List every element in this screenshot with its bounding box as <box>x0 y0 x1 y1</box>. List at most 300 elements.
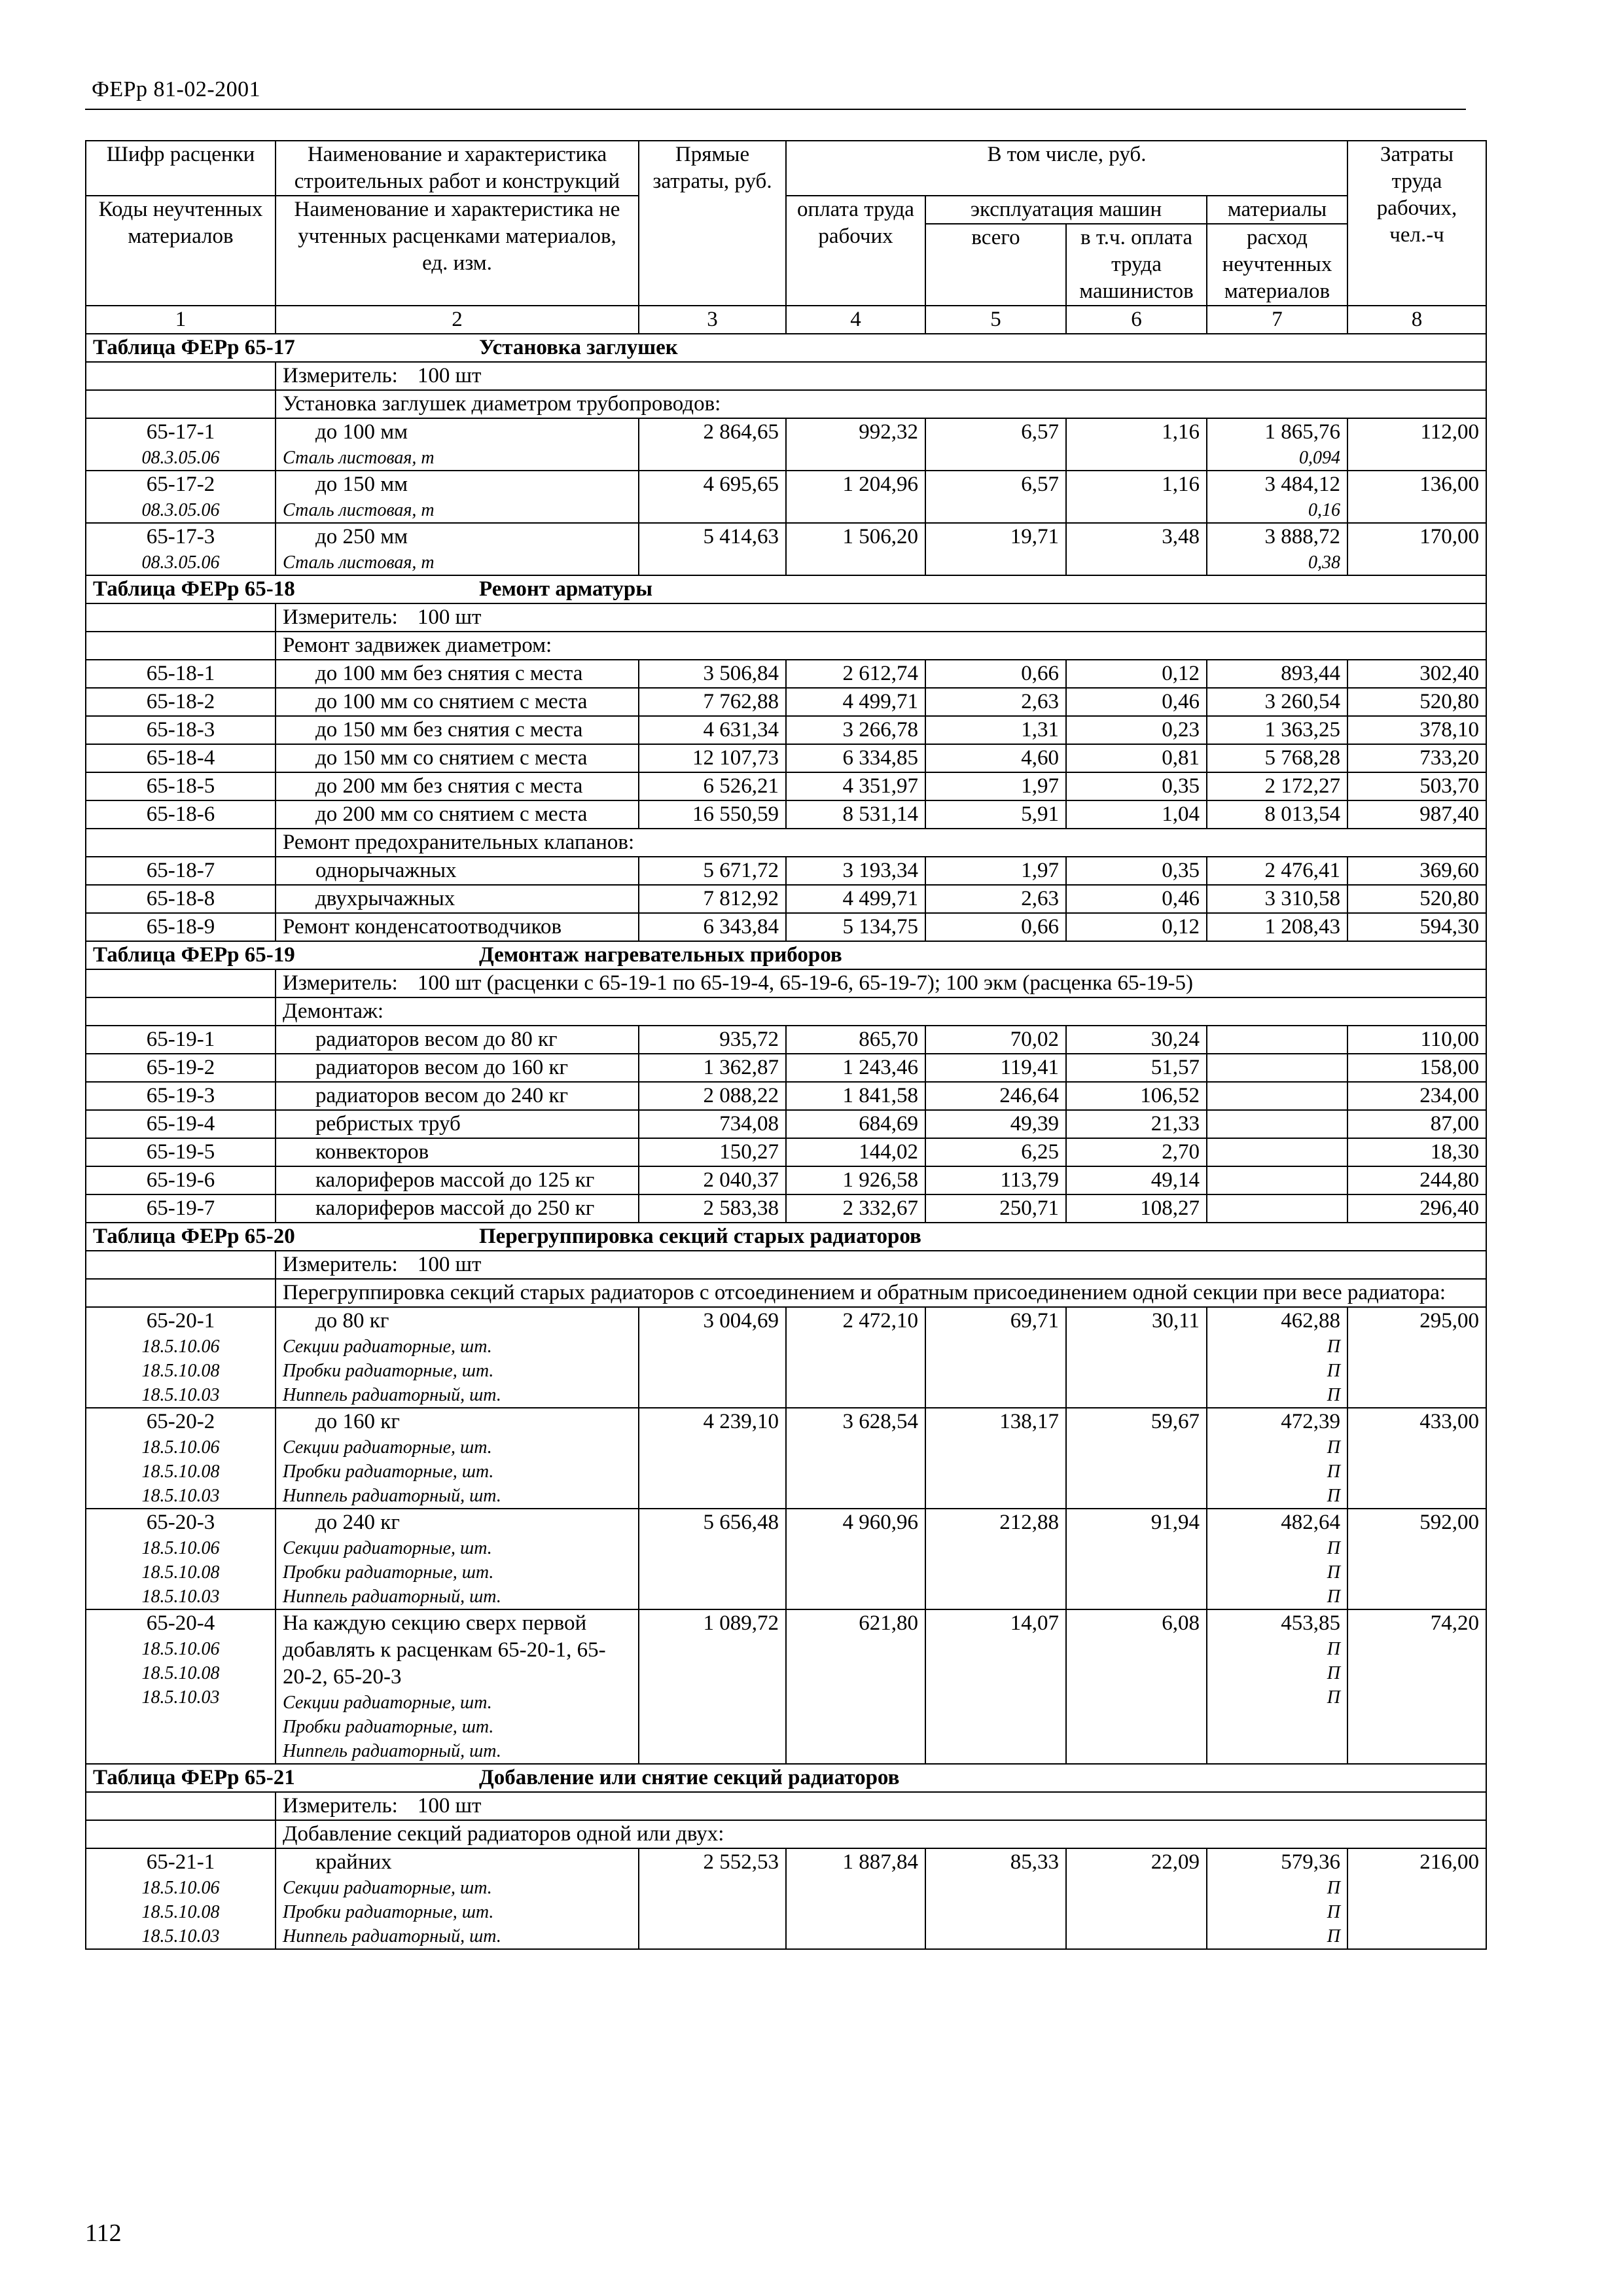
group-row <box>86 997 1486 1026</box>
rate-name-cell <box>276 744 639 772</box>
rate-name: ребристых труб <box>315 1112 461 1136</box>
materials-cell <box>1207 471 1347 523</box>
group-row <box>86 390 1486 418</box>
rate-name: калориферов массой до 250 кг <box>315 1196 595 1220</box>
column-index: 7 <box>1207 306 1347 334</box>
direct-cost: 12 107,73 <box>639 744 786 772</box>
materials-cost: 2 172,27 <box>1264 774 1341 798</box>
material-code: 18.5.10.06 <box>141 1878 220 1898</box>
materials-cell <box>1207 660 1347 688</box>
rate-code-cell <box>86 744 276 772</box>
direct-cost: 935,72 <box>639 1026 786 1054</box>
machines-total: 0,66 <box>925 913 1066 941</box>
labor-hours: 136,00 <box>1347 471 1486 523</box>
labor-hours: 987,40 <box>1347 800 1486 829</box>
measure-label: Измеритель: <box>283 1794 398 1818</box>
section-title-cell <box>86 1223 1486 1251</box>
direct-cost: 4 695,65 <box>639 471 786 523</box>
rate-code: 65-20-1 <box>146 1309 215 1333</box>
group-row <box>86 1820 1486 1848</box>
header-machines-total: всего <box>925 224 1066 306</box>
machinists-pay: 0,35 <box>1066 857 1207 885</box>
column-index: 3 <box>639 306 786 334</box>
group-row <box>86 632 1486 660</box>
measure-blank <box>86 1792 276 1820</box>
machinists-pay: 0,35 <box>1066 772 1207 800</box>
direct-cost: 1 362,87 <box>639 1054 786 1082</box>
group-label: Ремонт задвижек диаметром: <box>276 632 1486 660</box>
measure-blank <box>86 603 276 632</box>
machines-total: 113,79 <box>925 1166 1066 1194</box>
labor-pay: 684,69 <box>786 1110 925 1138</box>
material-name: Пробки радиаторные, шт. <box>283 1562 494 1583</box>
material-name: Ниппель радиаторный, шт. <box>283 1486 501 1506</box>
material-code: 18.5.10.06 <box>141 1639 220 1659</box>
labor-pay: 3 628,54 <box>786 1408 925 1509</box>
labor-pay: 2 612,74 <box>786 660 925 688</box>
group-label: Демонтаж: <box>276 997 1486 1026</box>
labor-hours: 378,10 <box>1347 716 1486 744</box>
material-name: Ниппель радиаторный, шт. <box>283 1926 501 1946</box>
materials-cell <box>1207 1509 1347 1609</box>
materials-cell <box>1207 1609 1347 1764</box>
column-index-row <box>86 306 1486 334</box>
machinists-pay: 0,12 <box>1066 913 1207 941</box>
rate-name-cell <box>276 523 639 575</box>
material-qty: П <box>1327 1385 1341 1405</box>
rate-name-cell <box>276 418 639 471</box>
rate-name: до 160 кг <box>315 1410 400 1433</box>
labor-hours: 594,30 <box>1347 913 1486 941</box>
labor-pay: 4 499,71 <box>786 885 925 913</box>
section-title-cell <box>86 575 1486 603</box>
material-name: Секции радиаторные, шт. <box>283 1336 492 1357</box>
material-code: 18.5.10.08 <box>141 1361 220 1381</box>
materials-cell <box>1207 688 1347 716</box>
labor-hours: 733,20 <box>1347 744 1486 772</box>
materials-cell <box>1207 1166 1347 1194</box>
measure-blank <box>86 969 276 997</box>
machines-total: 0,66 <box>925 660 1066 688</box>
header-code-bottom: Коды неучтенных материалов <box>86 196 276 306</box>
machinists-pay: 91,94 <box>1066 1509 1207 1609</box>
rate-name: до 240 кг <box>315 1511 400 1534</box>
labor-pay: 1 841,58 <box>786 1082 925 1110</box>
labor-pay: 3 266,78 <box>786 716 925 744</box>
header-materials: материалы <box>1207 196 1347 224</box>
rate-name-cell <box>276 885 639 913</box>
table-row <box>86 688 1486 716</box>
measure-label: Измеритель: <box>283 364 398 387</box>
section-title-cell <box>86 334 1486 362</box>
material-code: 18.5.10.08 <box>141 1902 220 1922</box>
labor-pay: 1 926,58 <box>786 1166 925 1194</box>
machines-total: 19,71 <box>925 523 1066 575</box>
labor-pay: 8 531,14 <box>786 800 925 829</box>
measure-row <box>86 1792 1486 1820</box>
machinists-pay: 1,04 <box>1066 800 1207 829</box>
table-row <box>86 772 1486 800</box>
machinists-pay: 1,16 <box>1066 418 1207 471</box>
table-row <box>86 1307 1486 1408</box>
material-qty: П <box>1327 1926 1341 1946</box>
material-name: Ниппель радиаторный, шт. <box>283 1587 501 1607</box>
rate-code: 65-19-2 <box>146 1056 215 1079</box>
measure-cell <box>276 1792 1486 1820</box>
header-including: В том числе, руб. <box>786 141 1347 196</box>
material-code: 18.5.10.06 <box>141 1538 220 1558</box>
rate-name-cell <box>276 1026 639 1054</box>
title-rule <box>85 109 1466 110</box>
material-name: Сталь листовая, т <box>283 448 435 468</box>
table-row <box>86 716 1486 744</box>
group-blank <box>86 390 276 418</box>
labor-pay: 1 887,84 <box>786 1848 925 1949</box>
rate-name-cell <box>276 1054 639 1082</box>
direct-cost: 3 506,84 <box>639 660 786 688</box>
rate-code: 65-18-3 <box>146 718 215 742</box>
material-qty: П <box>1327 1462 1341 1482</box>
rate-name: до 200 мм со снятием с места <box>315 802 588 826</box>
rate-code: 65-19-1 <box>146 1028 215 1051</box>
rate-code-cell <box>86 1110 276 1138</box>
material-qty: П <box>1327 1361 1341 1381</box>
direct-cost: 7 812,92 <box>639 885 786 913</box>
labor-pay: 4 960,96 <box>786 1509 925 1609</box>
material-qty: П <box>1327 1639 1341 1659</box>
section-number: Таблица ФЕРр 65-19 <box>93 943 295 967</box>
rate-code: 65-19-4 <box>146 1112 215 1136</box>
measure-blank <box>86 362 276 390</box>
rate-name: радиаторов весом до 80 кг <box>315 1028 558 1051</box>
labor-pay: 3 193,34 <box>786 857 925 885</box>
rate-name: калориферов массой до 125 кг <box>315 1168 595 1192</box>
material-code: 18.5.10.03 <box>141 1486 220 1506</box>
rate-code: 65-17-2 <box>146 473 215 496</box>
materials-cell <box>1207 1054 1347 1082</box>
direct-cost: 5 671,72 <box>639 857 786 885</box>
measure-row <box>86 362 1486 390</box>
material-qty: П <box>1327 1663 1341 1683</box>
labor-pay: 992,32 <box>786 418 925 471</box>
rate-code: 65-18-5 <box>146 774 215 798</box>
material-name: Ниппель радиаторный, шт. <box>283 1385 501 1405</box>
rate-name-cell <box>276 1110 639 1138</box>
labor-pay: 621,80 <box>786 1609 925 1764</box>
rate-code-cell <box>86 1408 276 1509</box>
rate-code: 65-18-6 <box>146 802 215 826</box>
rate-code: 65-21-1 <box>146 1850 215 1874</box>
rate-code-cell <box>86 857 276 885</box>
machines-total: 69,71 <box>925 1307 1066 1408</box>
labor-hours: 295,00 <box>1347 1307 1486 1408</box>
rate-code: 65-18-4 <box>146 746 215 770</box>
machines-total: 5,91 <box>925 800 1066 829</box>
rate-name-cell <box>276 1194 639 1223</box>
material-name: Ниппель радиаторный, шт. <box>283 1741 501 1761</box>
table-row <box>86 1026 1486 1054</box>
rate-name-cell <box>276 800 639 829</box>
section-title-cell <box>86 1764 1486 1792</box>
rate-name-cell <box>276 1509 639 1609</box>
group-label: Добавление секций радиаторов одной или двух: <box>276 1820 1486 1848</box>
rate-name-cell <box>276 1082 639 1110</box>
material-code: 18.5.10.08 <box>141 1562 220 1583</box>
labor-pay: 1 204,96 <box>786 471 925 523</box>
direct-cost: 4 631,34 <box>639 716 786 744</box>
labor-pay: 6 334,85 <box>786 744 925 772</box>
materials-cost: 3 888,72 <box>1264 525 1341 548</box>
direct-cost: 16 550,59 <box>639 800 786 829</box>
section-number: Таблица ФЕРр 65-18 <box>93 577 295 601</box>
header-machines: эксплуатация машин <box>925 196 1207 224</box>
rate-code-cell <box>86 471 276 523</box>
rate-name: до 200 мм без снятия с места <box>315 774 583 798</box>
material-code: 08.3.05.06 <box>141 448 220 468</box>
section-title-cell <box>86 941 1486 969</box>
machinists-pay: 0,46 <box>1066 688 1207 716</box>
rate-code: 65-19-7 <box>146 1196 215 1220</box>
rate-name-cell <box>276 913 639 941</box>
page-number: 112 <box>85 2219 122 2247</box>
measure-blank <box>86 1251 276 1279</box>
rate-code: 65-19-6 <box>146 1168 215 1192</box>
rate-code: 65-18-1 <box>146 662 215 685</box>
column-index: 2 <box>276 306 639 334</box>
header-labor-pay: оплата труда рабочих <box>786 196 925 306</box>
machines-total: 85,33 <box>925 1848 1066 1949</box>
rate-code: 65-19-5 <box>146 1140 215 1164</box>
materials-cost: 579,36 <box>1281 1850 1341 1874</box>
rate-code-cell <box>86 660 276 688</box>
direct-cost: 6 343,84 <box>639 913 786 941</box>
materials-cost: 3 260,54 <box>1264 690 1341 713</box>
rate-name-cell <box>276 857 639 885</box>
section-title: Демонтаж нагревательных приборов <box>479 943 842 967</box>
machinists-pay: 106,52 <box>1066 1082 1207 1110</box>
labor-pay: 144,02 <box>786 1138 925 1166</box>
rate-code-cell <box>86 800 276 829</box>
rate-name: На каждую секцию сверх первой добавлять к расценкам 65-20-1, 65-20-2, 65-20-3 <box>283 1611 606 1689</box>
rate-name: радиаторов весом до 160 кг <box>315 1056 569 1079</box>
labor-hours: 369,60 <box>1347 857 1486 885</box>
materials-cost: 482,64 <box>1281 1511 1341 1534</box>
material-code: 08.3.05.06 <box>141 552 220 573</box>
rate-name: до 150 мм <box>315 473 408 496</box>
column-index: 6 <box>1066 306 1207 334</box>
machines-total: 1,97 <box>925 772 1066 800</box>
labor-pay: 4 499,71 <box>786 688 925 716</box>
table-section-header <box>86 941 1486 969</box>
rate-name-cell <box>276 1166 639 1194</box>
rate-name: до 150 мм со снятием с места <box>315 746 588 770</box>
direct-cost: 150,27 <box>639 1138 786 1166</box>
labor-hours: 74,20 <box>1347 1609 1486 1764</box>
materials-cell <box>1207 418 1347 471</box>
section-title: Добавление или снятие секций радиаторов <box>479 1766 900 1789</box>
machinists-pay: 59,67 <box>1066 1408 1207 1509</box>
rate-code: 65-17-3 <box>146 525 215 548</box>
machinists-pay: 21,33 <box>1066 1110 1207 1138</box>
table-section-header <box>86 334 1486 362</box>
rate-code-cell <box>86 418 276 471</box>
materials-cost: 1 865,76 <box>1264 420 1341 444</box>
material-qty: П <box>1327 1878 1341 1898</box>
material-code: 18.5.10.08 <box>141 1663 220 1683</box>
machinists-pay: 3,48 <box>1066 523 1207 575</box>
rate-name-cell <box>276 772 639 800</box>
material-code: 18.5.10.06 <box>141 1336 220 1357</box>
material-name: Секции радиаторные, шт. <box>283 1693 492 1713</box>
rate-name: до 100 мм без снятия с места <box>315 662 583 685</box>
direct-cost: 4 239,10 <box>639 1408 786 1509</box>
measure-row <box>86 969 1486 997</box>
machinists-pay: 0,23 <box>1066 716 1207 744</box>
machinists-pay: 0,46 <box>1066 885 1207 913</box>
group-blank <box>86 829 276 857</box>
direct-cost: 2 864,65 <box>639 418 786 471</box>
measure-value: 100 шт <box>417 1794 482 1818</box>
section-number: Таблица ФЕРр 65-21 <box>93 1766 295 1789</box>
materials-cell <box>1207 1194 1347 1223</box>
machinists-pay: 6,08 <box>1066 1609 1207 1764</box>
machines-total: 119,41 <box>925 1054 1066 1082</box>
measure-value: 100 шт (расценки с 65-19-1 по 65-19-4, 65-19-6, 65-19-7); 100 экм (расценка 65-19-5) <box>417 971 1193 995</box>
table-section-header <box>86 575 1486 603</box>
header-code-top: Шифр расценки <box>86 141 276 196</box>
rate-name-cell <box>276 1408 639 1509</box>
rate-code-cell <box>86 716 276 744</box>
rate-code: 65-17-1 <box>146 420 215 444</box>
rate-code-cell <box>86 885 276 913</box>
labor-hours: 112,00 <box>1347 418 1486 471</box>
measure-cell <box>276 362 1486 390</box>
header-material-usage: расход неучтенных материалов <box>1207 224 1347 306</box>
measure-cell <box>276 1251 1486 1279</box>
material-qty: П <box>1327 1437 1341 1458</box>
machines-total: 70,02 <box>925 1026 1066 1054</box>
rate-name-cell <box>276 1138 639 1166</box>
column-index: 5 <box>925 306 1066 334</box>
header-direct-cost: Прямые затраты, руб. <box>639 141 786 306</box>
rate-name-cell <box>276 660 639 688</box>
group-row <box>86 1279 1486 1307</box>
table-row <box>86 523 1486 575</box>
rate-name: до 150 мм без снятия с места <box>315 718 583 742</box>
material-qty: П <box>1327 1486 1341 1506</box>
materials-cost: 472,39 <box>1281 1410 1341 1433</box>
direct-cost: 2 040,37 <box>639 1166 786 1194</box>
group-label: Установка заглушек диаметром трубопроводов: <box>276 390 1486 418</box>
rate-name: двухрычажных <box>315 887 455 910</box>
materials-cell <box>1207 523 1347 575</box>
table-section-header <box>86 1223 1486 1251</box>
group-blank <box>86 1820 276 1848</box>
material-code: 18.5.10.03 <box>141 1926 220 1946</box>
materials-cost: 1 208,43 <box>1264 915 1341 939</box>
materials-cell <box>1207 1110 1347 1138</box>
materials-cell <box>1207 744 1347 772</box>
labor-hours: 18,30 <box>1347 1138 1486 1166</box>
materials-cost: 3 484,12 <box>1264 473 1341 496</box>
machinists-pay: 51,57 <box>1066 1054 1207 1082</box>
material-qty: П <box>1327 1538 1341 1558</box>
column-index: 1 <box>86 306 276 334</box>
machines-total: 246,64 <box>925 1082 1066 1110</box>
rate-name: до 100 мм со снятием с места <box>315 690 588 713</box>
labor-pay: 2 472,10 <box>786 1307 925 1408</box>
rate-name: однорычажных <box>315 859 457 882</box>
rate-name-cell <box>276 1848 639 1949</box>
rate-code: 65-20-3 <box>146 1511 215 1534</box>
rate-code: 65-18-9 <box>146 915 215 939</box>
material-qty: П <box>1327 1587 1341 1607</box>
materials-cell <box>1207 1307 1347 1408</box>
rate-code-cell <box>86 1026 276 1054</box>
labor-hours: 244,80 <box>1347 1166 1486 1194</box>
rate-code-cell <box>86 1166 276 1194</box>
group-blank <box>86 997 276 1026</box>
materials-cell <box>1207 772 1347 800</box>
materials-cost: 5 768,28 <box>1264 746 1341 770</box>
measure-value: 100 шт <box>417 364 482 387</box>
direct-cost: 2 583,38 <box>639 1194 786 1223</box>
machines-total: 6,57 <box>925 418 1066 471</box>
labor-hours: 158,00 <box>1347 1054 1486 1082</box>
labor-hours: 234,00 <box>1347 1082 1486 1110</box>
rate-code-cell <box>86 1609 276 1764</box>
measure-label: Измеритель: <box>283 605 398 629</box>
materials-cost: 462,88 <box>1281 1309 1341 1333</box>
materials-cell <box>1207 857 1347 885</box>
machinists-pay: 2,70 <box>1066 1138 1207 1166</box>
labor-pay: 4 351,97 <box>786 772 925 800</box>
table-section-header <box>86 1764 1486 1792</box>
labor-hours: 170,00 <box>1347 523 1486 575</box>
rate-name-cell <box>276 471 639 523</box>
column-index: 8 <box>1347 306 1486 334</box>
column-index: 4 <box>786 306 925 334</box>
group-row <box>86 829 1486 857</box>
table-row <box>86 913 1486 941</box>
rate-name: до 100 мм <box>315 420 408 444</box>
rates-table <box>85 140 1487 1950</box>
rate-code-cell <box>86 688 276 716</box>
materials-cell <box>1207 1026 1347 1054</box>
labor-hours: 520,80 <box>1347 688 1486 716</box>
material-name: Пробки радиаторные, шт. <box>283 1717 494 1737</box>
rate-name: конвекторов <box>315 1140 429 1164</box>
table-row <box>86 1138 1486 1166</box>
rate-code-cell <box>86 772 276 800</box>
materials-cost: 2 476,41 <box>1264 859 1341 882</box>
machinists-pay: 0,12 <box>1066 660 1207 688</box>
material-code: 18.5.10.06 <box>141 1437 220 1458</box>
section-title: Перегруппировка секций старых радиаторов <box>479 1225 921 1248</box>
material-code: 18.5.10.03 <box>141 1385 220 1405</box>
rate-name-cell <box>276 688 639 716</box>
material-qty: 0,094 <box>1299 448 1341 468</box>
direct-cost: 2 552,53 <box>639 1848 786 1949</box>
group-blank <box>86 632 276 660</box>
machines-total: 250,71 <box>925 1194 1066 1223</box>
rate-code-cell <box>86 1082 276 1110</box>
group-label: Перегруппировка секций старых радиаторов с отсоединением и обратным присоединением одной секции при весе радиатора: <box>276 1279 1486 1307</box>
table-row <box>86 1848 1486 1949</box>
direct-cost: 5 656,48 <box>639 1509 786 1609</box>
direct-cost: 3 004,69 <box>639 1307 786 1408</box>
section-number: Таблица ФЕРр 65-20 <box>93 1225 295 1248</box>
